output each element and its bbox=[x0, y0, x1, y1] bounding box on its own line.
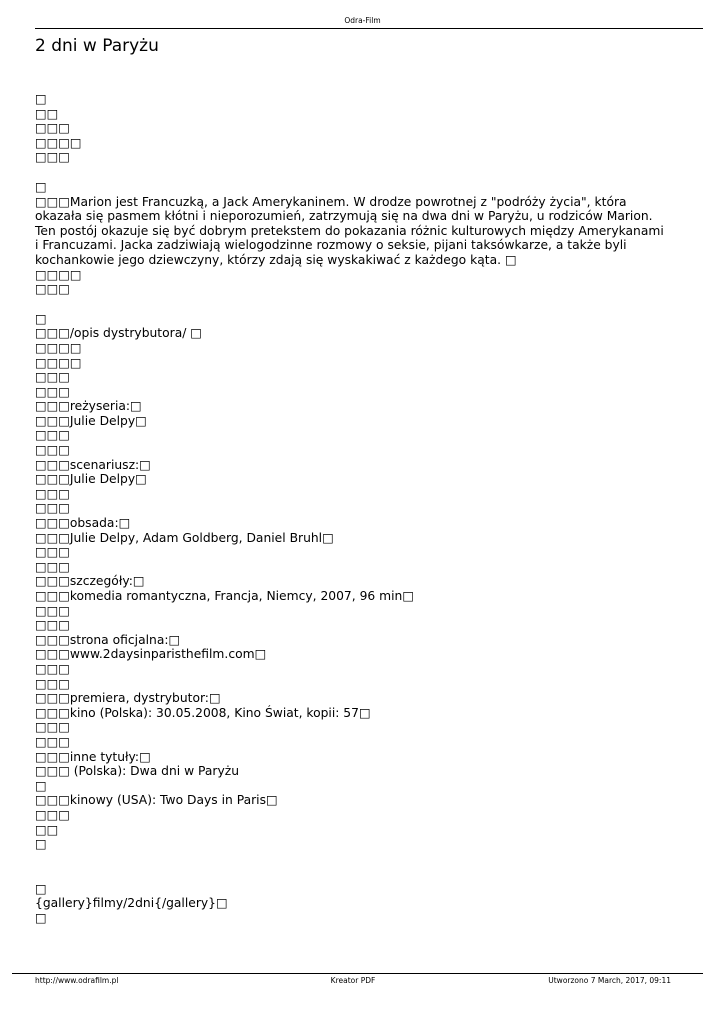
detail-line: □□□szczegóły:□ bbox=[35, 574, 145, 589]
text-line: □□□□ bbox=[35, 267, 82, 282]
detail-line: □□□ bbox=[35, 501, 70, 516]
detail-line: □□□Julie Delpy, Adam Goldberg, Daniel Bruhl□ bbox=[35, 530, 334, 545]
detail-line: □ bbox=[35, 311, 47, 326]
detail-line: □□□ bbox=[35, 603, 70, 618]
detail-line: □□□ bbox=[35, 661, 70, 676]
block-1 bbox=[35, 92, 665, 165]
detail-line: □□□ bbox=[35, 486, 70, 501]
detail-line: □□□Julie Delpy□ bbox=[35, 472, 147, 487]
footer-created-date: Utworzono 7 March, 2017, 09:11 bbox=[548, 976, 671, 985]
detail-line: □□□□ bbox=[35, 340, 82, 355]
text-line: □ bbox=[35, 179, 47, 194]
text-line: □□□□ bbox=[35, 135, 82, 150]
detail-line: □□□obsada:□ bbox=[35, 516, 131, 531]
detail-line: □□□strona oficjalna:□ bbox=[35, 632, 181, 647]
detail-line: □□□ bbox=[35, 734, 70, 749]
detail-line: □□□ bbox=[35, 618, 70, 633]
spacer bbox=[35, 852, 665, 882]
text-line: □ bbox=[35, 92, 47, 106]
film-details bbox=[35, 312, 665, 852]
detail-line: □□□ bbox=[35, 676, 70, 691]
text-line: □□ bbox=[35, 106, 59, 121]
detail-line: □□□www.2daysinparisthefilm.com□ bbox=[35, 647, 267, 662]
detail-line: □□□kino (Polska): 30.05.2008, Kino Świat, kopii: 57□ bbox=[35, 705, 371, 720]
detail-line: □□ bbox=[35, 822, 59, 837]
detail-line: □□□reżyseria:□ bbox=[35, 399, 142, 414]
detail-line: □ bbox=[35, 778, 47, 793]
detail-line: □□□premiera, dystrybutor:□ bbox=[35, 691, 221, 706]
text-line: □□□ bbox=[35, 150, 70, 165]
film-description: □□□Marion jest Francuzką, a Jack Amerykaninem. W drodze powrotnej z "podróży życia", która okazała się pasmem kłótni i nieporozumień, zatrzymują się na dwa dni w Paryżu, u rodziców Marion. Ten postój okazuje się być dobrym pretekstem do pokazania różnic kulturowych między Amerykanami i Francuzami. Jacka zadziwiają wielogodzinne rozmowy o seksie, pijani taksówkarze, a także byli kochankowie jego dziewczyny, którzy zdają się wyskakiwać z każdego kąta. □ bbox=[35, 194, 664, 267]
detail-line: □□□ (Polska): Dwa dni w Paryżu bbox=[35, 764, 240, 779]
description-block bbox=[35, 180, 665, 297]
detail-line: □□□□ bbox=[35, 355, 82, 370]
detail-line: □□□scenariusz:□ bbox=[35, 457, 151, 472]
detail-line: □□□Julie Delpy□ bbox=[35, 413, 147, 428]
article-body bbox=[35, 92, 665, 925]
detail-line: □□□ bbox=[35, 545, 70, 560]
detail-line: □□□ bbox=[35, 807, 70, 822]
detail-line: □□□ bbox=[35, 443, 70, 458]
detail-line: □□□ bbox=[35, 370, 70, 385]
site-name: Odra-Film bbox=[344, 16, 381, 25]
text-line: □□□ bbox=[35, 282, 70, 297]
footer-generator: Kreator PDF bbox=[330, 976, 376, 985]
gallery-tag: {gallery}filmy/2dni{/gallery}□ bbox=[35, 896, 228, 911]
spacer bbox=[35, 165, 665, 180]
footer-url-link[interactable]: http://www.odrafilm.pl bbox=[35, 976, 119, 985]
detail-line: □□□kinowy (USA): Two Days in Paris□ bbox=[35, 793, 278, 808]
detail-line: □□□ bbox=[35, 384, 70, 399]
header-divider bbox=[35, 28, 703, 29]
text-line: □ bbox=[35, 881, 47, 896]
text-line: □ bbox=[35, 910, 47, 925]
footer-divider bbox=[12, 973, 703, 974]
detail-line: □□□ bbox=[35, 428, 70, 443]
detail-line: □□□ bbox=[35, 559, 70, 574]
spacer bbox=[35, 297, 665, 312]
detail-line: □□□komedia romantyczna, Francja, Niemcy, 2007, 96 min□ bbox=[35, 589, 414, 603]
gallery-block bbox=[35, 882, 665, 926]
detail-line: □□□/opis dystrybutora/ □ bbox=[35, 326, 202, 341]
detail-line: □ bbox=[35, 837, 47, 852]
text-line: □□□ bbox=[35, 121, 70, 136]
detail-line: □□□inne tytuły:□ bbox=[35, 749, 151, 764]
page-title: 2 dni w Paryżu bbox=[35, 36, 159, 56]
detail-line: □□□ bbox=[35, 720, 70, 735]
